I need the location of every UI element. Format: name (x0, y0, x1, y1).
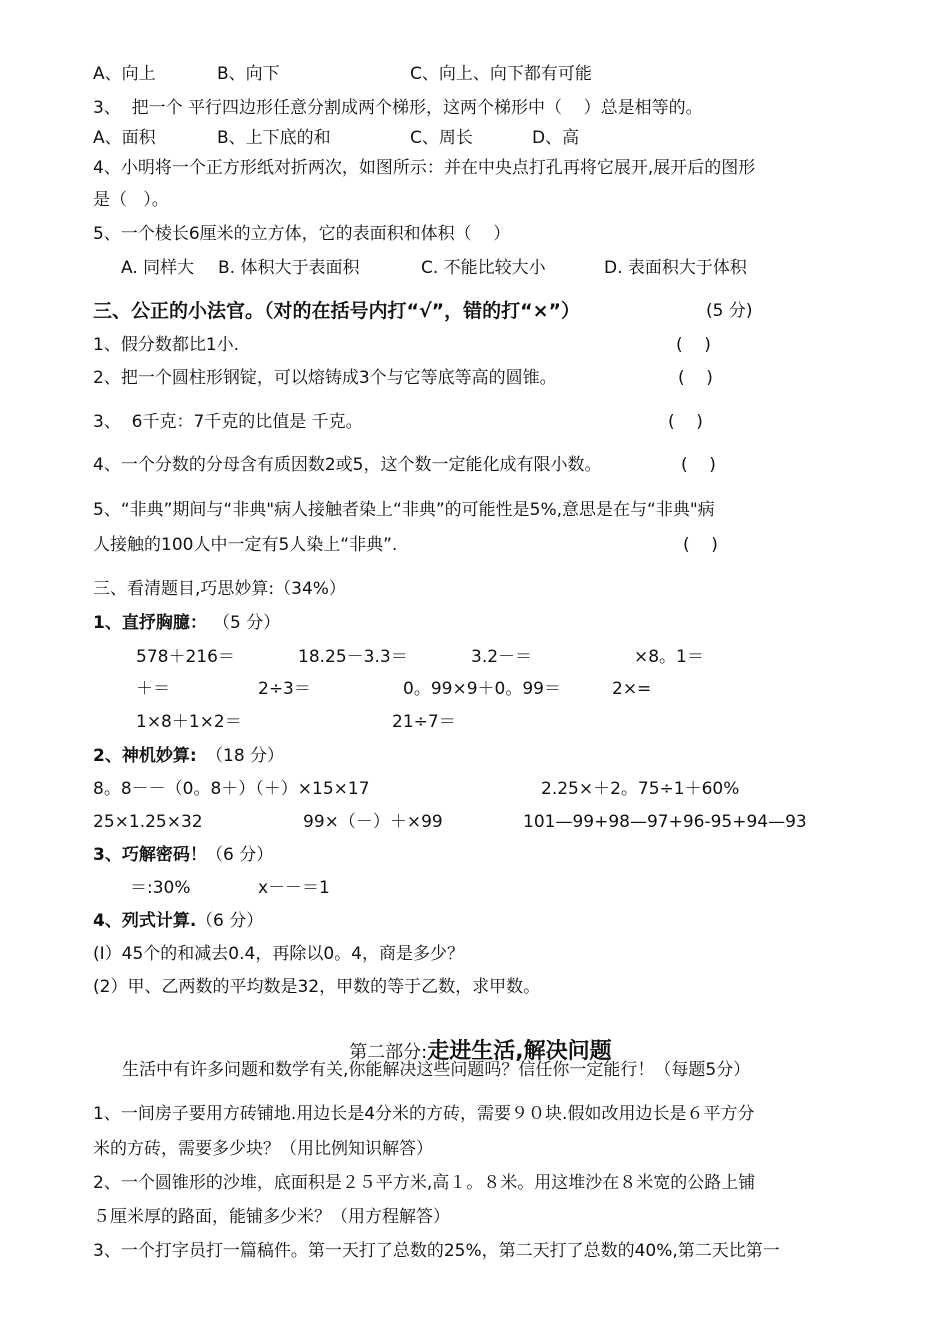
expression: ×8。1＝ (634, 647, 704, 667)
answer-blank[interactable]: ( ) (678, 368, 713, 388)
q2-option-b: B、向下 (217, 64, 280, 84)
answer-blank[interactable]: ( ) (676, 335, 711, 355)
expression: 8。8－－（0。8＋）（＋）×15×17 (93, 779, 370, 799)
q5-stem: 5、一个棱长6厘米的立方体，它的表面积和体积（ ） (93, 224, 511, 244)
expression: x－－＝1 (258, 878, 330, 898)
expression: 101—99+98—97+96-95+94—93 (523, 812, 807, 832)
expression: 578＋216＝ (136, 647, 235, 667)
problem-2-cont: ５厘米厚的路面，能铺多少米？（用方程解答） (93, 1207, 450, 1227)
q4-line1: 4、小明将一个正方形纸对折两次，如图所示：并在中央点打孔再将它展开,展开后的图形 (93, 158, 756, 178)
calc-s4-item: (2）甲、乙两数的平均数是32，甲数的等于乙数，求甲数。 (93, 977, 541, 997)
problem-3: 3、一个打字员打一篇稿件。第一天打了总数的25%，第二天打了总数的40%,第二天比第一 (93, 1241, 780, 1261)
judge-item: 3、 6千克：7千克的比值是 千克。 ( ) (93, 412, 703, 432)
q3-option-a: A、面积 (93, 128, 156, 148)
problem-1: 1、一间房子要用方砖铺地.用边长是4分米的方砖，需要９０块.假如改用边长是６平方分 (93, 1104, 755, 1124)
part2-title: 第二部分:走进生活,解决问题 (349, 1039, 612, 1064)
answer-blank[interactable]: ( ) (683, 535, 718, 555)
judge-heading: 三、公正的小法官。（对的在括号内打“√”，错的打“×”） (5 分) (93, 300, 753, 322)
calc-s4-title: 4、列式计算. （6 分） (93, 911, 264, 931)
judge-item-cont: 人接触的100人中一定有5人染上“非典”. ( ) (93, 535, 718, 555)
q2-option-c: C、向上、向下都有可能 (410, 64, 592, 84)
judge-item: 5、“非典”期间与“非典"病人接触者染上“非典”的可能性是5%,意思是在与“非典"病 (93, 500, 715, 520)
q5-option-b: B. 体积大于表面积 (218, 258, 360, 278)
expression: 21÷7＝ (392, 712, 456, 732)
expression: 2÷3＝ (258, 679, 311, 699)
q3-option-b: B、上下底的和 (217, 128, 331, 148)
expression: 25×1.25×32 (93, 812, 203, 832)
judge-item: 1、假分数都比1小. ( ) (93, 335, 711, 355)
q4-line2: 是（ ）。 (93, 190, 169, 210)
expression: 3.2－＝ (471, 647, 533, 667)
judge-item: 2、把一个圆柱形钢锭，可以熔铸成3个与它等底等高的圆锥。 ( ) (93, 368, 713, 388)
expression: 0。99×9＋0。99＝ (403, 679, 561, 699)
expression: 2.25×＋2。75÷1＋60% (541, 779, 740, 799)
calc-s3-title: 3、巧解密码！ （6 分） (93, 845, 274, 865)
part2-intro: 生活中有许多问题和数学有关,你能解决这些问题吗？信任你一定能行！（每题5分） (122, 1060, 751, 1080)
answer-blank[interactable]: ( ) (681, 455, 716, 475)
calc-s4-item: (I）45个的和减去0.4，再除以0。4，商是多少？ (93, 944, 464, 964)
q5-option-a: A. 同样大 (121, 258, 195, 278)
expression: 2×= (612, 679, 652, 699)
expression: ＝:30% (130, 878, 191, 898)
q3-option-d: D、高 (532, 128, 580, 148)
problem-2: 2、一个圆锥形的沙堆，底面积是２５平方米,高１。８米。用这堆沙在８米宽的公路上铺 (93, 1173, 756, 1193)
q5-option-c: C. 不能比较大小 (421, 258, 546, 278)
judge-score: (5 分) (706, 301, 753, 321)
calc-s2-title: 2、神机妙算: （18 分） (93, 746, 285, 766)
judge-item: 4、一个分数的分母含有质因数2或5，这个数一定能化成有限小数。 ( ) (93, 455, 716, 475)
q3-stem: 3、 把一个 平行四边形任意分割成两个梯形，这两个梯形中（ ）总是相等的。 (93, 98, 703, 118)
problem-1-cont: 米的方砖，需要多少块？（用比例知识解答） (93, 1139, 433, 1159)
q5-option-d: D. 表面积大于体积 (604, 258, 747, 278)
expression: 99×（－）＋×99 (303, 812, 443, 832)
q2-option-a: A、向上 (93, 64, 156, 84)
answer-blank[interactable]: ( ) (668, 412, 703, 432)
q3-option-c: C、周长 (410, 128, 473, 148)
calc-heading: 三、看清题目,巧思妙算:（34%） (93, 579, 346, 599)
expression: 1×8＋1×2＝ (136, 712, 242, 732)
expression: 18.25－3.3＝ (298, 647, 408, 667)
calc-s1-title: 1、直抒胸臆： （5 分） (93, 613, 281, 633)
expression: ＋＝ (136, 679, 170, 699)
